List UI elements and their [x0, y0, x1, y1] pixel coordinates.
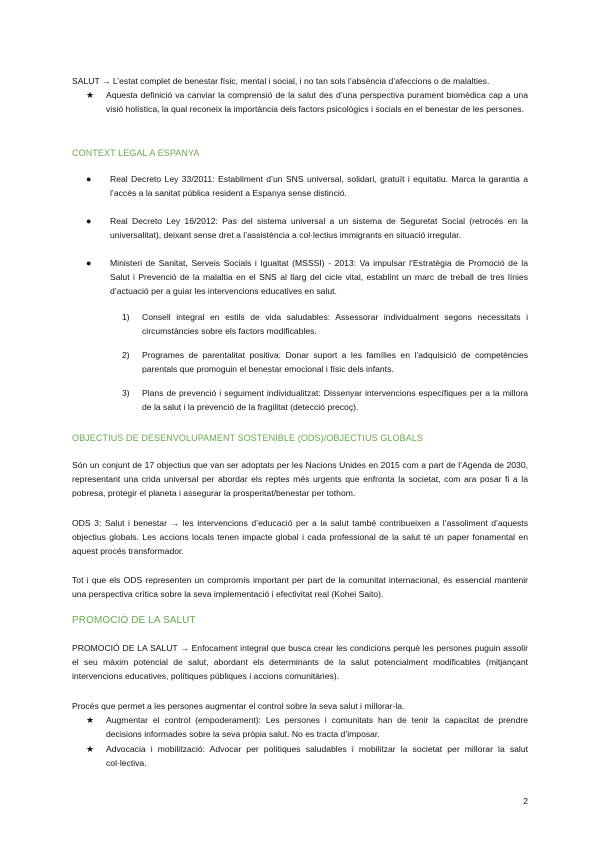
list-item [86, 713, 528, 741]
heading-ods: OBJECTIUS DE DESENVOLUPAMENT SOSTENIBLE (ODS)/OBJECTIUS GLOBALS [72, 433, 424, 443]
ods-paragraph-3: Tot i que els ODS representen un compromís important per part de la comunitat internacional, és essencial mantenir una perspectiva crítica sobre la seva implementació i efectivitat real (Kohei Saito). [72, 575, 528, 599]
list-number: 3) [122, 388, 130, 398]
list-number: 1) [122, 312, 130, 322]
list-item [86, 256, 528, 298]
page-number: 2 [523, 796, 528, 806]
promocio-star-text: Advocacia i mobilització: Advocar per polítiques saludables i mobilitzar la societat per millorar la salut col·lectiva. [106, 744, 528, 768]
list-item [122, 348, 528, 376]
ods-paragraph-1: Són un conjunt de 17 objectius que van ser adoptats per les Nacions Unides en 2015 com a part de l’Agenda de 2030, representant una crida universal per abordar els reptes més urgents que enfronta la societat, com ara posar fi a la pobresa, protegir el planeta i assegurar la prosperitat/benestar per tothom. [72, 460, 528, 498]
bullet-icon: ● [86, 174, 92, 184]
list-number: 2) [122, 350, 130, 360]
bullet-icon: ● [86, 258, 92, 268]
list-item [86, 214, 528, 242]
list-item [86, 742, 528, 770]
star-icon: ★ [86, 90, 95, 100]
list-item [86, 88, 528, 116]
list-item [122, 386, 528, 414]
list-item [122, 310, 528, 338]
salut-definition: SALUT → L’estat complet de benestar físic, mental i social, i no tan sols l’absència d’afeccions o de malalties. [72, 76, 490, 86]
salut-star-text: Aquesta definició va canviar la comprensió de la salut des d’una perspectiva purament biomèdica cap a una visió holística, la qual reconeix la importància dels factors psicològics i socials en el benestar de les persones. [106, 90, 528, 114]
numbered-text: Programes de parentalitat positiva: Donar suport a les famílies en l’adquisició de competències parentals que promoguin el benestar emocional i físic dels infants. [142, 350, 528, 374]
heading-context-legal: CONTEXT LEGAL A ESPANYA [72, 148, 200, 158]
bullet-text: Real Decreto Ley 33/2011: Establiment d’un SNS universal, solidari, gratuït i equitatiu. Marca la garantia a l’accés a la sanitat pública resident a Espanya sense distinció. [110, 174, 528, 198]
star-icon: ★ [86, 744, 95, 754]
star-icon: ★ [86, 715, 95, 725]
bullet-icon: ● [86, 216, 92, 226]
ods-paragraph-2: ODS 3: Salut i benestar → les intervencions d’educació per a la salut també contribueixen a l’assoliment d’aquests objectius globals. Les accions locals tenen impacte global i cada professional de la salut té un paper fonamental en aquest procés transformador. [72, 518, 528, 556]
promocio-paragraph-2: Procés que permet a les persones augmentar el control sobre la seva salut i millorar-la. [72, 701, 405, 711]
promocio-star-text: Augmentar el control (empoderament): Les persones i comunitats han de tenir la capacitat de prendre decisions informades sobre la seva pròpia salut. No es tracta d’imposar. [106, 715, 528, 739]
list-item [86, 172, 528, 200]
numbered-text: Consell integral en estils de vida saludables: Assessorar individualment segons necessitats i circumstàncies sobre els factors modificables. [142, 312, 528, 336]
promocio-paragraph-1: PROMOCIÓ DE LA SALUT → Enfocament integral que busca crear les condicions perquè les persones puguin assolir el seu màxim potencial de salut, abordant els determinants de la salut potencialment modificables (mitjançant intervencions educatives, polítiques públiques i accions comunitàries). [72, 643, 528, 681]
bullet-text: Real Decreto Ley 16/2012: Pas del sistema universal a un sistema de Seguretat Social (retrocés en la universalitat), deixant sense dret a l’assistència a col·lectius immigrants en situació irregular. [110, 216, 528, 240]
bullet-text: Ministeri de Sanitat, Serveis Socials i Igualtat (MSSSI) - 2013: Va impulsar l’Estratègia de Promoció de la Salut i Prevenció de la malaltia en el SNS al llarg del cicle vital, establint un marc de treball de tres línies d’actuació per a guiar les intervencions educatives en salut. [110, 258, 528, 296]
numbered-text: Plans de prevenció i seguiment individualitzat: Dissenyar intervencions específiques per a la millora de la salut i la prevenció de la fragilitat (detecció precoç). [142, 388, 528, 412]
heading-promocio: PROMOCIÓ DE LA SALUT [72, 615, 196, 626]
